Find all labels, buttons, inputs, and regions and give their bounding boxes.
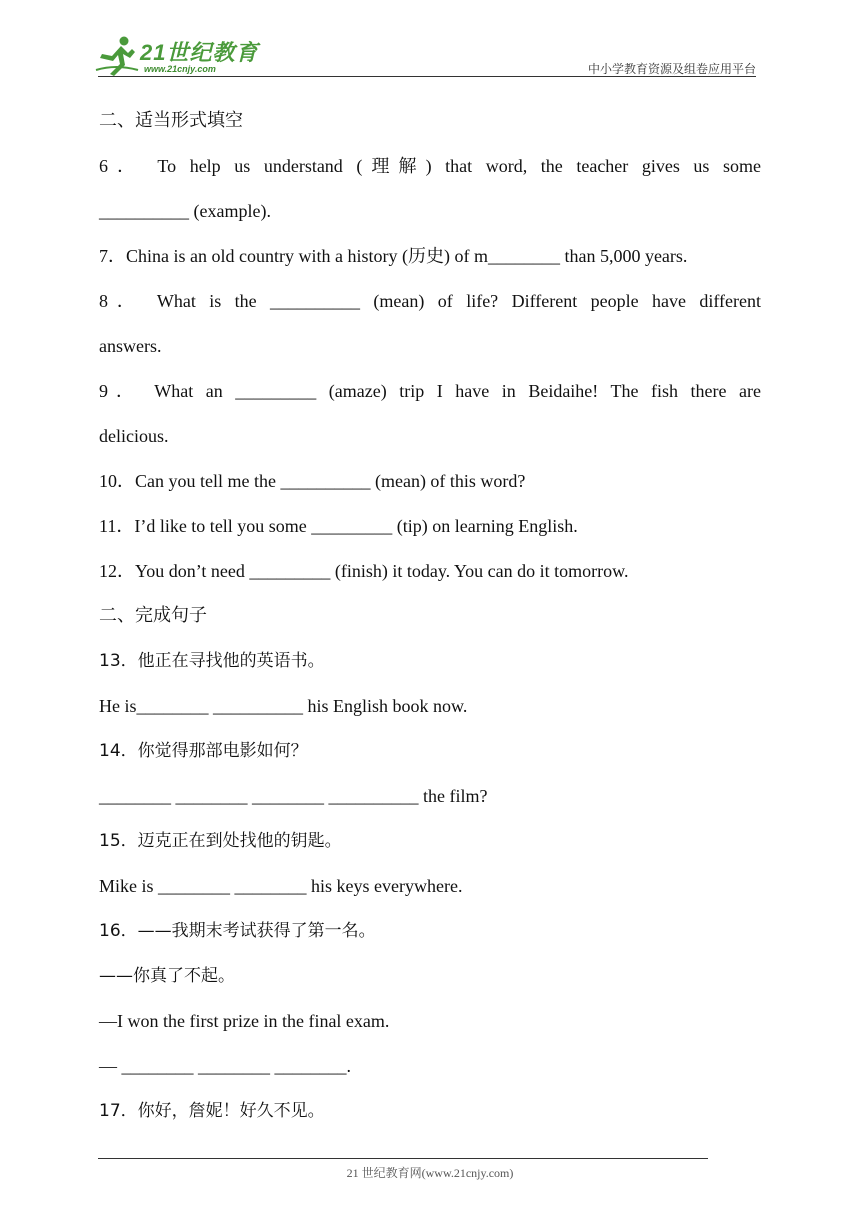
question-6-line-2: __________ (example).: [99, 201, 271, 221]
question-15-prompt: 15．迈克正在到处找他的钥匙。: [99, 831, 342, 851]
question-8-line-2: answers.: [99, 336, 162, 356]
question-6-line-1: 6． To help us understand (理解) that word, the teacher gives us some: [99, 156, 761, 176]
question-7: 7．China is an old country with a history (历史) of m________ than 5,000 years.: [99, 246, 688, 266]
runner-logo-icon: [94, 34, 140, 78]
question-11: 11．I’d like to tell you some _________ (tip) on learning English.: [99, 516, 578, 536]
question-16-english: —I won the first prize in the final exam.: [99, 1011, 390, 1031]
question-15-answer: Mike is ________ ________ his keys everywhere.: [99, 876, 463, 896]
section-heading-complete-sentences: 二、完成句子: [99, 605, 207, 626]
question-12: 12．You don’t need _________ (finish) it today. You can do it tomorrow.: [99, 561, 629, 581]
footer-divider: [98, 1158, 708, 1159]
question-16-reply-prompt: ——你真了不起。: [99, 966, 235, 986]
logo-url: www.21cnjy.com: [144, 64, 216, 74]
header-divider: [98, 76, 756, 77]
logo-text: 21世纪教育: [140, 40, 259, 65]
footer-source: 21 世纪教育网(www.21cnjy.com): [346, 1166, 514, 1180]
question-9-line-2: delicious.: [99, 426, 169, 446]
section-heading-fill-in: 二、适当形式填空: [99, 110, 243, 131]
question-8-line-1: 8． What is the __________ (mean) of life? Different people have different: [99, 291, 761, 311]
question-9-line-1: 9． What an _________ (amaze) trip I have in Beidaihe! The fish there are: [99, 381, 761, 401]
question-16-prompt: 16．——我期末考试获得了第一名。: [99, 921, 376, 941]
logo: [94, 34, 264, 78]
header-platform-name: 中小学教育资源及组卷应用平台: [587, 62, 756, 76]
question-10: 10．Can you tell me the __________ (mean) of this word?: [99, 471, 526, 491]
question-14-prompt: 14．你觉得那部电影如何？: [99, 741, 308, 761]
question-14-answer: ________ ________ ________ __________ the film?: [99, 786, 488, 806]
question-17-prompt: 17．你好，詹妮！好久不见。: [99, 1101, 325, 1121]
page-header: [0, 0, 860, 90]
question-13-prompt: 13．他正在寻找他的英语书。: [99, 651, 325, 671]
question-16-answer: — ________ ________ ________.: [99, 1056, 351, 1076]
question-13-answer: He is________ __________ his English book now.: [99, 696, 468, 716]
